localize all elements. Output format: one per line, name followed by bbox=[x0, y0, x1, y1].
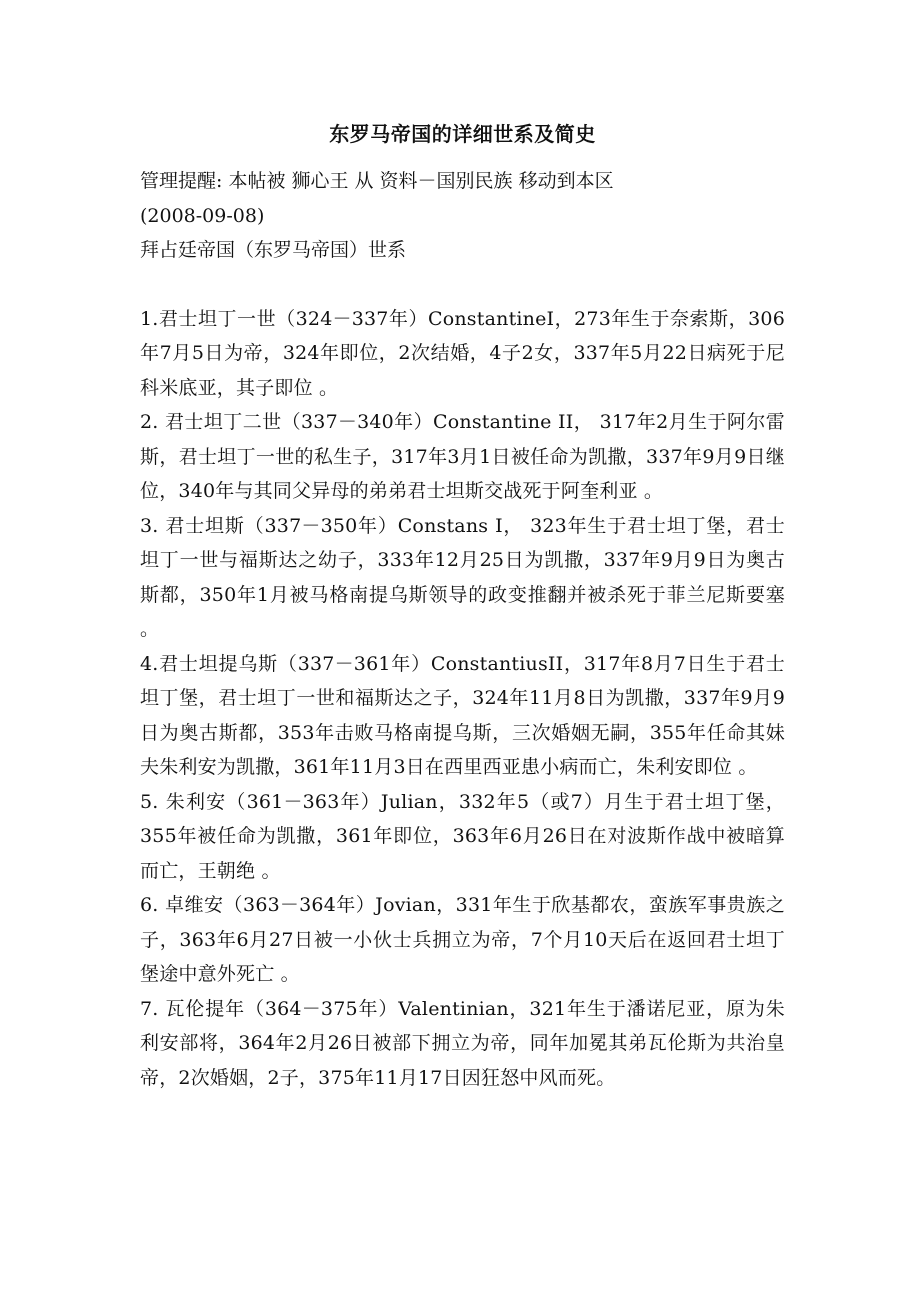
document-page bbox=[140, 118, 785, 1095]
list-item-julian: 5. 朱利安（361－363年）Julian，332年5（或7）月生于君士坦丁堡，355年被任命为凯撒，361年即位，363年6月26日在对波斯作战中被暗算而亡，王朝绝 。 bbox=[140, 790, 785, 882]
list-item-constans-i: 3. 君士坦斯（337－350年）Constans I， 323年生于君士坦丁堡，君士坦丁一世与福斯达之幼子，333年12月25日为凯撒，337年9月9日为奥古斯都，350年1月被马格南提乌斯领导的政变推翻并被杀死于菲兰尼斯要塞 。 bbox=[140, 514, 785, 640]
list-item-constantine-i: 1.君士坦丁一世（324－337年）ConstantineI，273年生于奈索斯，306年7月5日为帝，324年即位，2次结婚，4子2女，337年5月22日病死于尼科米底亚，其子即位 。 bbox=[140, 307, 785, 399]
section-heading: 拜占廷帝国（东罗马帝国）世系 bbox=[140, 239, 407, 261]
list-item-constantine-ii: 2. 君士坦丁二世（337－340年）Constantine II， 317年2月生于阿尔雷斯，君士坦丁一世的私生子，317年3月1日被任命为凯撒，337年9月9日继位，340年与其同父异母的弟弟君士坦斯交战死于阿奎利亚 。 bbox=[140, 411, 785, 502]
notice-date: (2008-09-08) bbox=[140, 204, 265, 227]
list-item-valentinian: 7. 瓦伦提年（364－375年）Valentinian，321年生于潘诺尼亚，原为朱利安部将，364年2月26日被部下拥立为帝，同年加冕其弟瓦伦斯为共治皇帝，2次婚姻，2子，375年11月17日因狂怒中风而死。 bbox=[140, 997, 785, 1089]
blank-line bbox=[140, 268, 785, 302]
list-item-constantius-ii: 4.君士坦提乌斯（337－361年）ConstantiusII，317年8月7日生于君士坦丁堡，君士坦丁一世和福斯达之子，324年11月8日为凯撒，337年9月9日为奥古斯都，353年击败马格南提乌斯，三次婚姻无嗣，355年任命其妹夫朱利安为凯撒，361年11月3日在西里西亚患小病而亡，朱利安即位 。 bbox=[140, 652, 785, 778]
list-item-jovian: 6. 卓维安（363－364年）Jovian，331年生于欣基都农，蛮族军事贵族之子，363年6月27日被一小伙士兵拥立为帝，7个月10天后在返回君士坦丁堡途中意外死亡 。 bbox=[140, 894, 785, 985]
admin-notice: 管理提醒: 本帖被 狮心王 从 资料－国别民族 移动到本区 bbox=[140, 170, 614, 192]
document-title: 东罗马帝国的详细世系及简史 bbox=[329, 122, 596, 146]
